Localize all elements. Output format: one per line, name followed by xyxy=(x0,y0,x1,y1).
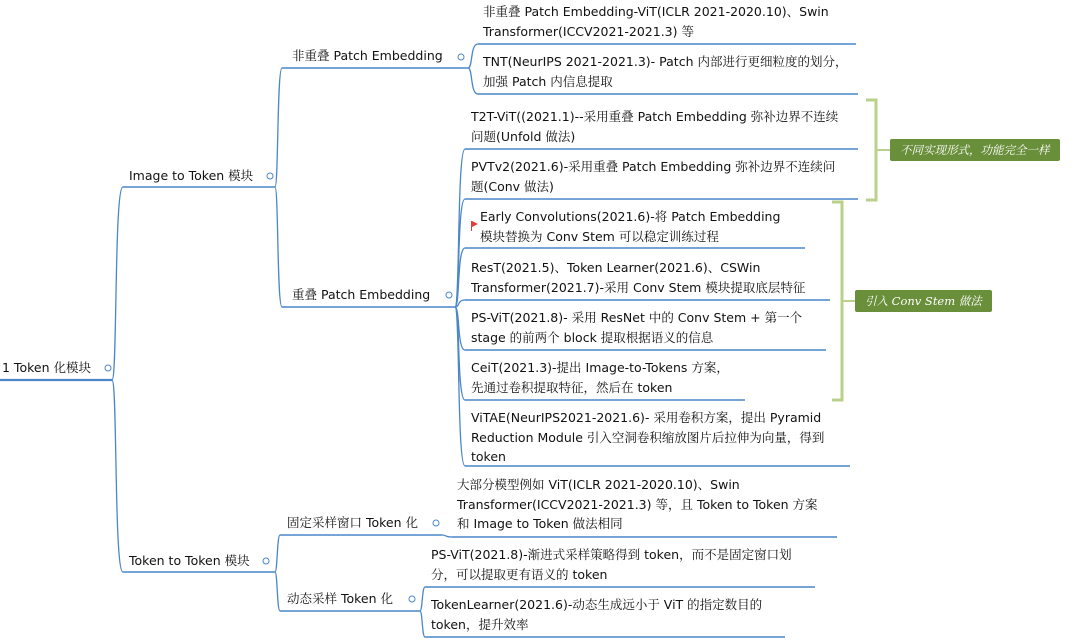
connector xyxy=(112,187,123,380)
annotation-bracket xyxy=(866,100,876,200)
branch-token-to-token[interactable] xyxy=(129,551,250,571)
collapse-toggle[interactable] xyxy=(263,558,269,564)
collapse-toggle[interactable] xyxy=(433,520,439,526)
branch-image-to-token[interactable] xyxy=(129,166,253,186)
leaf-line: 加强 Patch 内信息提取 xyxy=(483,73,613,89)
leaf-ps-vit-progressive[interactable] xyxy=(431,545,792,584)
node-overlap-label: 重叠 Patch Embedding xyxy=(292,287,431,302)
leaf-t2t-vit[interactable] xyxy=(471,107,838,146)
collapse-toggle[interactable] xyxy=(458,54,464,60)
node-fixed-window-label: 固定采样窗口 Token 化 xyxy=(287,515,419,530)
connector xyxy=(455,307,465,466)
leaf-line: stage 的前两个 block 提取根据语义的信息 xyxy=(471,329,714,345)
connector xyxy=(468,44,478,68)
connector xyxy=(468,68,478,94)
collapse-toggle[interactable] xyxy=(105,365,111,371)
leaf-line: 问题(Unfold 做法) xyxy=(471,128,576,144)
leaf-rest[interactable] xyxy=(471,258,805,297)
leaf-line: Transformer(2021.7)-采用 Conv Stem 模块提取底层特征 xyxy=(471,279,806,295)
annotation-bracket xyxy=(832,202,842,400)
node-dynamic-sampling[interactable] xyxy=(287,589,393,609)
leaf-vit-swin[interactable] xyxy=(483,2,829,41)
leaf-line: 先通过卷积提取特征，然后在 token xyxy=(471,379,673,395)
leaf-line: Early Convolutions(2021.6)-将 Patch Embedding xyxy=(480,209,781,224)
leaf-line: PVTv2(2021.6)-采用重叠 Patch Embedding 弥补边界不连续问 xyxy=(471,159,836,174)
leaf-tnt[interactable] xyxy=(483,52,847,91)
leaf-line: token xyxy=(471,449,506,464)
annotation-tag-label: 引入 Conv Stem 做法 xyxy=(865,294,982,308)
connector xyxy=(420,611,425,637)
node-dynamic-sampling-label: 动态采样 Token 化 xyxy=(287,591,394,606)
leaf-line: Transformer(ICCV2021-2021.3) 等，且 Token to Token 方案 xyxy=(457,496,818,512)
leaf-ps-vit-conv[interactable] xyxy=(471,308,802,347)
leaf-fixed-models[interactable] xyxy=(457,475,818,534)
leaf-early-convolutions[interactable] xyxy=(480,207,780,246)
leaf-tokenlearner[interactable] xyxy=(431,595,762,634)
branch-token-to-token-label: Token to Token 模块 xyxy=(129,553,250,568)
connector xyxy=(112,380,123,572)
connector xyxy=(442,535,452,537)
node-non-overlap[interactable] xyxy=(292,46,443,66)
leaf-line: 模块替换为 Conv Stem 可以稳定训练过程 xyxy=(480,228,719,244)
leaf-line: TNT(NeurIPS 2021-2021.3)- Patch 内部进行更细粒度的划分， xyxy=(483,54,848,69)
branch-image-to-token-label: Image to Token 模块 xyxy=(129,168,254,183)
leaf-vitae[interactable] xyxy=(471,408,824,467)
leaf-line: TokenLearner(2021.6)-动态生成远小于 ViT 的指定数目的 xyxy=(431,597,763,612)
leaf-line: T2T-ViT((2021.1)--采用重叠 Patch Embedding 弥补边界不连续 xyxy=(471,109,839,124)
leaf-line: PS-ViT(2021.8)-渐进式采样策略得到 token，而不是固定窗口划 xyxy=(431,547,792,562)
connector xyxy=(275,572,280,611)
leaf-line: ResT(2021.5)、Token Learner(2021.6)、CSWin xyxy=(471,260,761,275)
connector xyxy=(275,535,280,572)
connector xyxy=(275,68,282,187)
collapse-toggle[interactable] xyxy=(446,292,452,298)
annotation-tag-same-function[interactable] xyxy=(890,139,1060,161)
connector xyxy=(275,187,282,307)
leaf-line: 非重叠 Patch Embedding-ViT(ICLR 2021-2020.10)、Swin xyxy=(483,4,829,19)
root-node[interactable] xyxy=(2,358,91,378)
connector xyxy=(420,587,425,611)
leaf-line: 分，可以提取更有语义的 token xyxy=(431,566,608,582)
annotation-tag-label: 不同实现形式，功能完全一样 xyxy=(900,143,1050,157)
leaf-line: Transformer(ICCV2021-2021.3) 等 xyxy=(483,23,694,39)
collapse-toggle[interactable] xyxy=(409,596,415,602)
collapse-toggle[interactable] xyxy=(267,173,273,179)
leaf-line: CeiT(2021.3)-提出 Image-to-Tokens 方案， xyxy=(471,360,729,375)
leaf-line: 大部分模型例如 ViT(ICLR 2021-2020.10)、Swin xyxy=(457,477,740,492)
leaf-line: Reduction Module 引入空洞卷积缩放图片后拉伸为向量，得到 xyxy=(471,429,825,445)
leaf-line: PS-ViT(2021.8)- 采用 ResNet 中的 Conv Stem + 第一个 xyxy=(471,310,803,325)
annotation-tag-conv-stem[interactable] xyxy=(855,290,992,312)
leaf-line: token，提升效率 xyxy=(431,616,529,632)
leaf-line: 题(Conv 做法) xyxy=(471,178,554,194)
node-overlap[interactable] xyxy=(292,285,430,305)
node-fixed-window[interactable] xyxy=(287,513,418,533)
leaf-ceit[interactable] xyxy=(471,358,729,397)
leaf-pvtv2[interactable] xyxy=(471,157,835,196)
root-label: 1 Token 化模块 xyxy=(2,360,91,375)
node-non-overlap-label: 非重叠 Patch Embedding xyxy=(292,48,443,63)
flag-icon xyxy=(472,221,478,227)
leaf-line: ViTAE(NeurIPS2021-2021.6)- 采用卷积方案，提出 Pyramid xyxy=(471,410,822,425)
leaf-line: 和 Image to Token 做法相同 xyxy=(457,516,623,531)
